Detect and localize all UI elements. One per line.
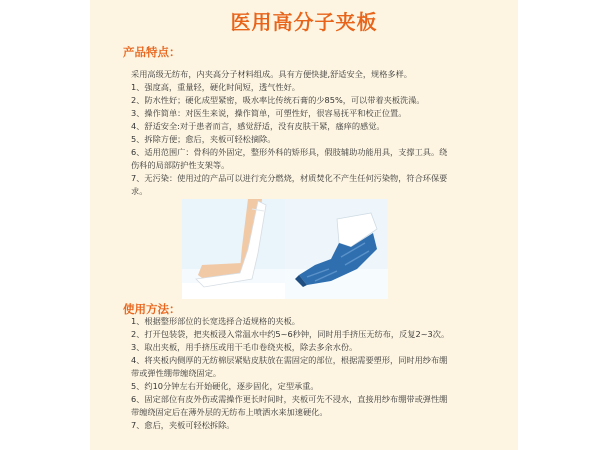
features-list bbox=[131, 68, 496, 198]
feature-item-6-cont: 伤科的局部防护性支架等。 bbox=[131, 160, 230, 170]
feature-item-6: 6、适用范围广：骨科的外固定，整形外科的矫形具，假肢辅助功能用具，支撑工具。绕 bbox=[131, 147, 448, 157]
usage-step-2: 2、打开包装袋，把夹板浸入常温水中约5~6秒钟，同时用手挤压无纺布，反复2~3次。 bbox=[131, 329, 450, 339]
leg-splint-photo bbox=[182, 199, 285, 299]
page-title: 医用高分子夹板 bbox=[230, 10, 378, 34]
usage-heading: 使用方法： bbox=[123, 302, 181, 316]
product-info-page bbox=[90, 0, 518, 450]
usage-step-1: 1、根据整形部位的长宽选择合适规格的夹板。 bbox=[131, 316, 300, 326]
foot-splint-photo bbox=[285, 199, 388, 299]
usage-step-6-cont: 带缠绕固定后在薄外层的无纺布上喷洒水来加速硬化。 bbox=[131, 407, 328, 417]
usage-step-6: 6、固定部位有皮外伤或需操作更长时间时，夹板可先不浸水，直接用纱布绷带或弹性绷 bbox=[131, 394, 448, 404]
usage-step-3: 3、取出夹板，用手挤压或用干毛巾卷绕夹板，除去多余水份。 bbox=[131, 342, 358, 352]
foot-splint-illustration bbox=[285, 199, 388, 299]
usage-step-4-cont: 带或弹性绷带缠绕固定。 bbox=[131, 368, 222, 378]
feature-item-7: 7、无污染：使用过的产品可以进行充分燃烧，材质焚化不产生任何污染物，符合环保要 bbox=[131, 173, 448, 183]
feature-item-1: 1、强度高，重量轻，硬化时间短，透气性好。 bbox=[131, 82, 300, 92]
leg-splint-illustration bbox=[182, 199, 285, 299]
features-intro: 采用高级无纺布，内夹高分子材料组成。具有方便快捷,舒适安全，规格多样。 bbox=[131, 69, 412, 79]
feature-item-4: 4、舒适安全:对于患者而言，感觉舒适，没有皮肤干紧，瘙痒的感觉。 bbox=[131, 121, 385, 131]
features-heading: 产品特点： bbox=[123, 45, 181, 59]
usage-step-5: 5、约10分钟左右开始硬化，逐步固化，定型承重。 bbox=[131, 381, 319, 391]
feature-item-3: 3、操作简单：对医生来说，操作简单，可塑性好，很容易抚平和校正位置。 bbox=[131, 108, 407, 118]
feature-item-5: 5、拆除方便；愈后，夹板可轻松摘除。 bbox=[131, 134, 276, 144]
usage-step-4: 4、将夹板内侧厚的无纺棉层紧贴皮肤放在需固定的部位，根据需要塑形，同时用纱布绷 bbox=[131, 355, 448, 365]
feature-item-2: 2、防水性好；硬化成型紧密，吸水率比传统石膏的少85%，可以带着夹板洗澡。 bbox=[131, 95, 425, 105]
usage-list bbox=[131, 315, 481, 432]
usage-step-7: 7、愈后，夹板可轻松拆除。 bbox=[131, 420, 235, 430]
feature-item-7-cont: 求。 bbox=[131, 186, 148, 196]
